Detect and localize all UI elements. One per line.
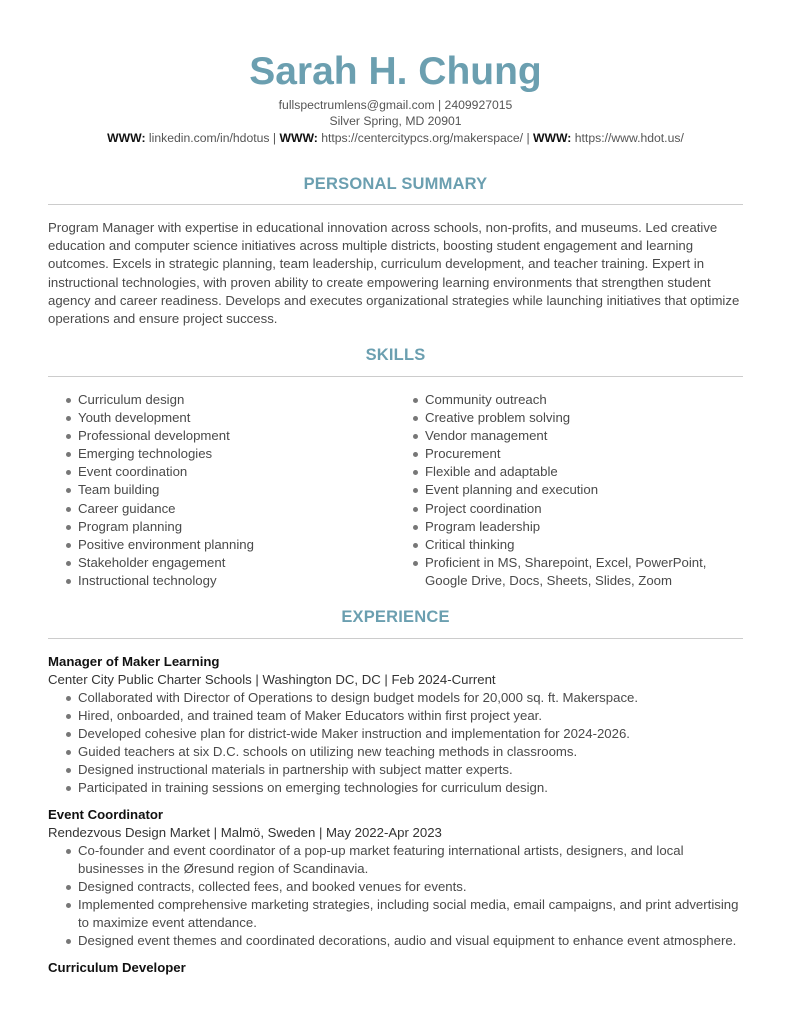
job-meta: Rendezvous Design Market | Malmö, Sweden | May 2022-Apr 2023 xyxy=(48,825,442,840)
job-title: Event Coordinator xyxy=(48,807,164,822)
skill-item: Flexible and adaptable xyxy=(395,463,735,481)
job-bullet: Collaborated with Director of Operations to design budget models for 20,000 sq. ft. Makerspace. xyxy=(48,689,748,707)
experience-heading: EXPERIENCE xyxy=(341,608,450,626)
skill-item: Project coordination xyxy=(395,500,735,518)
skills-list-right xyxy=(395,391,735,590)
skill-item: Program leadership xyxy=(395,518,735,536)
job-bullet: Co-founder and event coordinator of a pop-up market featuring international artists, designers, and local businesses in the Øresund region of Scandinavia. xyxy=(48,842,748,878)
summary-heading: PERSONAL SUMMARY xyxy=(303,175,488,193)
link-label-1: WWW: xyxy=(107,131,146,145)
skill-item: Career guidance xyxy=(48,500,378,518)
skill-item: Critical thinking xyxy=(395,536,735,554)
skill-item: Creative problem solving xyxy=(395,409,735,427)
skills-divider xyxy=(48,376,743,377)
skill-item: Youth development xyxy=(48,409,378,427)
skill-item: Instructional technology xyxy=(48,572,378,590)
job-bullet: Designed contracts, collected fees, and booked venues for events. xyxy=(48,878,748,896)
skill-item: Emerging technologies xyxy=(48,445,378,463)
contact-email-phone: fullspectrumlens@gmail.com | 2409927015 xyxy=(278,98,513,112)
summary-text: Program Manager with expertise in educational innovation across schools, non-profits, and museums. Led creative education and computer science initiatives across multiple districts, boosting student engagement and learning outcomes. Excels in strategic planning, team leadership, curriculum development, and teacher training. Expert in instructional technologies, with proven ability to create empowering learning environments that strengthen student agency and career readiness. Develops and executes organizational strategies while launching initiatives that optimize operations and ensure project success. xyxy=(48,220,740,327)
skill-item: Curriculum design xyxy=(48,391,378,409)
job-bullets xyxy=(48,842,748,951)
job-bullet: Designed event themes and coordinated decorations, audio and visual equipment to enhance event atmosphere. xyxy=(48,932,748,950)
contact-address: Silver Spring, MD 20901 xyxy=(329,114,462,128)
job-bullet: Designed instructional materials in partnership with subject matter experts. xyxy=(48,761,748,779)
skill-item: Event planning and execution xyxy=(395,481,735,499)
job-title: Curriculum Developer xyxy=(48,960,186,975)
skill-item: Community outreach xyxy=(395,391,735,409)
job-bullet: Guided teachers at six D.C. schools on utilizing new teaching methods in classrooms. xyxy=(48,743,748,761)
job-bullet: Hired, onboarded, and trained team of Maker Educators within first project year. xyxy=(48,707,748,725)
skill-item: Team building xyxy=(48,481,378,499)
job-bullet: Participated in training sessions on emerging technologies for curriculum design. xyxy=(48,779,748,797)
skill-item: Vendor management xyxy=(395,427,735,445)
link-linkedin[interactable]: linkedin.com/in/hdotus xyxy=(148,131,270,145)
link-makerspace[interactable]: https://centercitypcs.org/makerspace/ xyxy=(321,131,524,145)
skill-item: Professional development xyxy=(48,427,378,445)
skills-heading: SKILLS xyxy=(365,346,426,364)
link-separator: | xyxy=(272,131,277,145)
skill-item: Program planning xyxy=(48,518,378,536)
link-label-3: WWW: xyxy=(533,131,572,145)
job-bullet: Developed cohesive plan for district-wide Maker instruction and implementation for 2024-2026. xyxy=(48,725,748,743)
skill-item: Procurement xyxy=(395,445,735,463)
link-website[interactable]: https://www.hdot.us/ xyxy=(574,131,684,145)
skill-item: Stakeholder engagement xyxy=(48,554,378,572)
summary-divider xyxy=(48,204,743,205)
skills-list-left xyxy=(48,391,378,590)
job-bullets xyxy=(48,689,748,798)
job-meta: Center City Public Charter Schools | Washington DC, DC | Feb 2024-Current xyxy=(48,672,496,687)
link-separator: | xyxy=(526,131,530,145)
job-title: Manager of Maker Learning xyxy=(48,654,220,669)
experience-divider xyxy=(48,638,743,639)
candidate-name: Sarah H. Chung xyxy=(249,50,542,93)
contact-links xyxy=(0,130,791,146)
job-bullet: Implemented comprehensive marketing strategies, including social media, email campaigns, and print advertising to maximize event attendance. xyxy=(48,896,748,932)
link-label-2: WWW: xyxy=(279,131,318,145)
skill-item: Proficient in MS, Sharepoint, Excel, PowerPoint, Google Drive, Docs, Sheets, Slides, Zoom xyxy=(395,554,725,590)
skill-item: Event coordination xyxy=(48,463,378,481)
skill-item: Positive environment planning xyxy=(48,536,378,554)
